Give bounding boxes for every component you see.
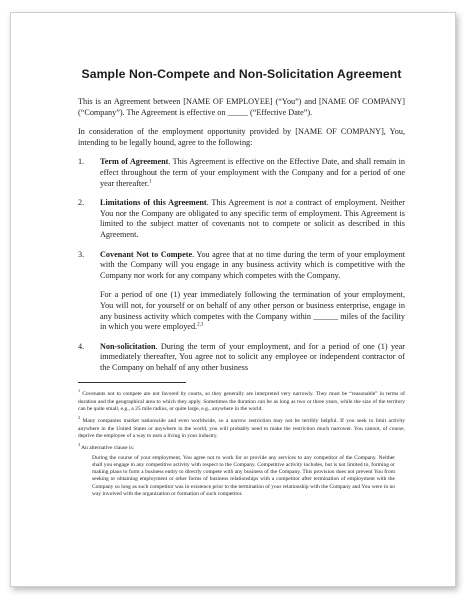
- intro-paragraph: This is an Agreement between [NAME OF EMPLOYEE] (“You”) and [NAME OF COMPANY] (“Company”). The Agreement is effective on _____ (“Effective Date”).: [78, 97, 405, 117]
- document-title: Sample Non-Compete and Non-Solicitation Agreement: [81, 67, 402, 81]
- section-text: . This Agreement is effective on the Effective Date, and shall remain in effect throughout the term of your employment with the Company and for a period of one year thereafter.: [100, 157, 405, 188]
- footnote-ref: 2,3: [197, 322, 204, 328]
- section-body: [100, 157, 405, 189]
- section-heading: Term of Agreement: [100, 157, 169, 167]
- footnote-text: Many companies market nationwide and even worldwide, so a narrow restriction may not be terribly helpful. If you seek to limit activity anywhere in the United States or anywhere in the world, you will probably need to make the restriction much narrower. You cannot, of course, deprive the employee of a way to earn a living in your industry.: [78, 418, 406, 439]
- section-heading: Limitations of this Agreement: [100, 198, 207, 208]
- section-heading: Covenant Not to Compete: [100, 249, 193, 259]
- footnote-2: [78, 415, 406, 440]
- section-text: a contract of employment. Neither You nor the Company are obligated to any specific term of employment. This Agreement is limited to the subject matter of covenants not to compete or solicit as described in this Agreement.: [100, 198, 405, 239]
- footnote-1: [78, 388, 406, 413]
- section-number: 4.: [78, 341, 85, 351]
- section-body: [100, 342, 405, 374]
- footnote-text: Covenants not to compete are not favored by courts, so they generally are interpreted very narrowly. They must be “reasonable” in terms of duration and the geographical area to which they apply. Sometimes the duration can be as long as two or three years, while the size of the territory can be quite small, e.g., a 25 mile radius, or quite large, e.g., anywhere in the world.: [78, 391, 406, 413]
- footnote-ref: 1: [149, 178, 152, 184]
- footnote-number: 2: [78, 415, 81, 421]
- footnote-quote: During the course of your employment, You agree not to work for or provide any services to any competitor of the Company. Neither shall you engage in any competitive activity with respect to the Company. Competitive activity includes, but is not limited to, forming or making plans to form a business entity to directly compete with any business of the Company. This provision does not prevent You from seeking or obtaining employment or other forms of business relationships with a competitor after termination of employment with the Company so long as such competitor was in existence prior to the termination of your relationship with the Company and You were in no way involved with the organization or formation of such competitor.: [92, 454, 395, 498]
- footnote-text: An alternative clause is:: [81, 445, 135, 452]
- section-number: 3.: [78, 249, 85, 259]
- section-4: [78, 342, 405, 374]
- section-text: . You agree that at no time during the term of your employment with the Company will you engage in any business activity which is competitive with the Company nor work for any company which competes with the Company.: [100, 249, 405, 280]
- footnote-number: 1: [78, 388, 81, 394]
- section-heading: Non-solicitation: [100, 341, 156, 351]
- footnote-3: [78, 442, 405, 498]
- document-content: [78, 67, 405, 503]
- section-3: [78, 250, 405, 333]
- section-number: 2.: [78, 198, 85, 208]
- section-body: [100, 250, 405, 282]
- footnote-separator: [78, 382, 186, 383]
- section-emphasis: not: [275, 198, 287, 208]
- section-2: [78, 198, 405, 240]
- document-page: [10, 12, 456, 587]
- section-text: . This Agreement is: [206, 198, 276, 208]
- section-text: . During the term of your employment, and for a period of one (1) year immediately thereafter, You agree not to solicit any employee or independent contractor of the Company on behalf of any other business: [100, 341, 405, 372]
- section-body: [100, 198, 405, 240]
- section-subparagraph: For a period of one (1) year immediately following the termination of your employment, You will not, for yourself or on behalf of any other person or business enterprise, engage in any business activity which competes with the Company within ______ miles of the facility in which you were employed.$^{2,3}$: [100, 290, 405, 332]
- footnote-number: 3: [78, 442, 81, 448]
- consideration-paragraph: In consideration of the employment opportunity provided by [NAME OF COMPANY], You, intending to be legally bound, agree to the following:: [78, 127, 405, 147]
- section-number: 1.: [78, 157, 85, 167]
- section-1: [78, 157, 405, 189]
